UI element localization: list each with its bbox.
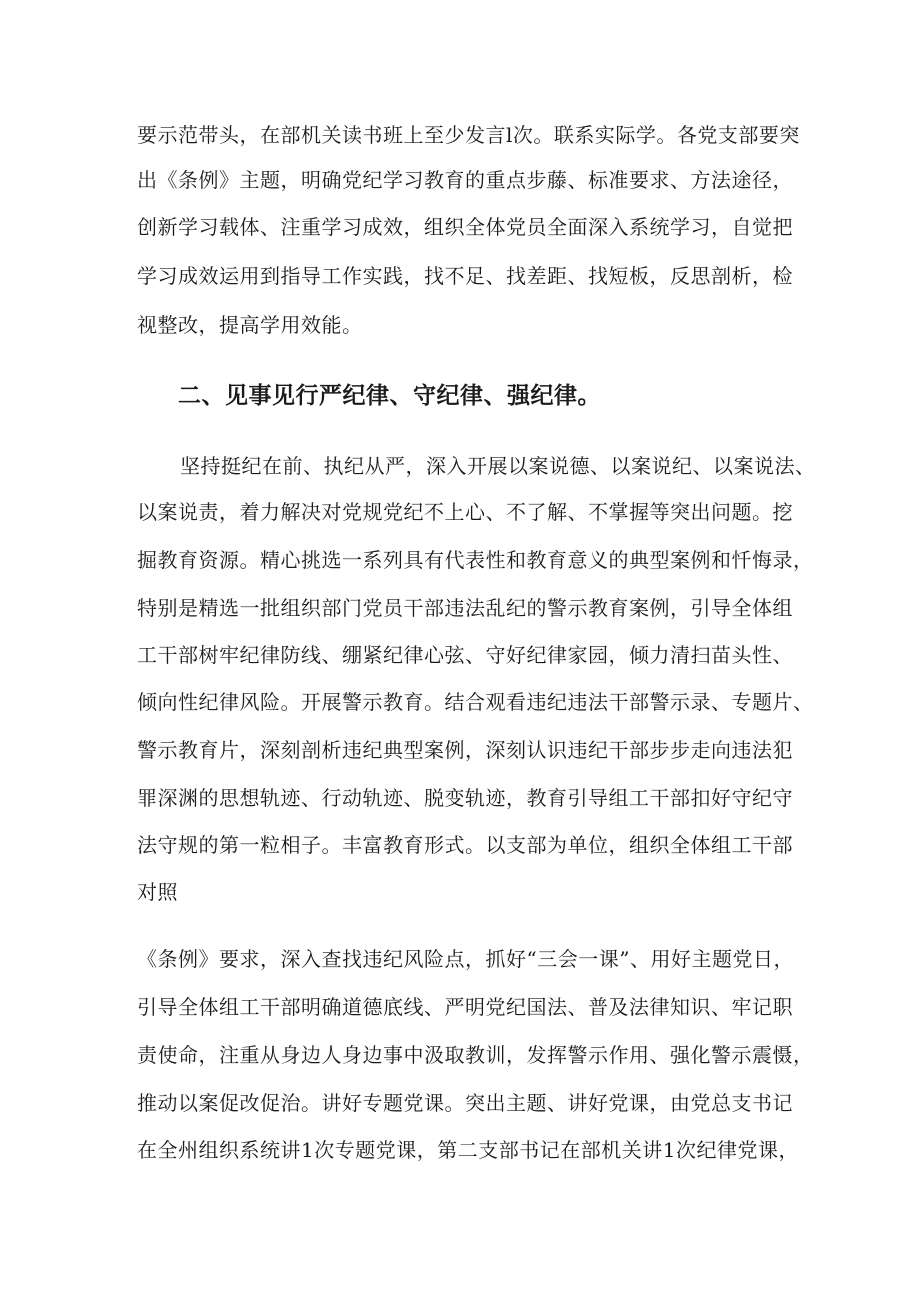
text-line: 坚持挺纪在前、执纪从严，深入开展以案说德、以案说纪、以案说法、 xyxy=(180,454,816,478)
text-line: 以案说责，着力解决对党规党纪不上心、不了解、不掌握等突出问题。挖 xyxy=(137,500,793,524)
text-line: 推动以案促改促治。讲好专题党课。突出主题、讲好党课，由党总支书记 xyxy=(137,1091,793,1115)
section-heading: 二、见事见行严纪律、守纪律、强纪律。 xyxy=(178,383,601,409)
text-line: 视整改，提高学用效能。 xyxy=(137,313,363,337)
text-line: 引导全体组工干部明确道德底线、严明党纪国法、普及法律知识、牢记职 xyxy=(137,995,793,1019)
text-line: 法守规的第一粒相子。丰富教育形式。以支部为单位，组织全体组工干部 xyxy=(137,833,793,857)
text-line: 要示范带头，在部机关读书班上至少发言l次。联系实际学。各党支部要突 xyxy=(137,123,800,147)
text-line: 特别是精选一批组织部门党员干部违法乱纪的警示教育案例，引导全体组 xyxy=(137,596,793,620)
text-line: 出《条例》主题，明确党纪学习教育的重点步藤、标准要求、方法途径， xyxy=(137,168,793,192)
text-line: 创新学习载体、注重学习成效，组织全体党员全面深入系统学习，自觉把 xyxy=(137,215,793,239)
text-line: 对照 xyxy=(137,880,178,904)
text-line: 掘教育资源。精心挑选一系列具有代表性和教育意义的典型案例和忏悔录， xyxy=(137,548,814,572)
text-line: 责使命，注重从身边人身边事中汲取教训，发挥警示作用、强化警示震慑， xyxy=(137,1043,814,1067)
text-line: 倾向性纪律风险。开展警示教育。结合观看违纪违法干部警示录、专题片、 xyxy=(137,690,814,714)
text-line: 学习成效运用到指导工作实践，找不足、找差距、找短板，反思剖析，检 xyxy=(137,264,793,288)
text-line: 工干部树牢纪律防线、绷紧纪律心弦、守好纪律家园，倾力清扫苗头性、 xyxy=(137,643,793,667)
text-line: 罪深渊的思想轨迹、行动轨迹、脱变轨迹，教育引导组工干部扣好守纪守 xyxy=(137,786,793,810)
text-line: 《条例》要求，深入查找违纪风险点，抓好“三会一课”、用好主题党日， xyxy=(137,947,794,971)
text-line: 警示教育片，深刻剖析违纪典型案例，深刻认识违纪干部步步走向违法犯 xyxy=(137,738,793,762)
text-line: 在全州组织系统讲1次专题党课，第二支部书记在部机关讲1次纪律党课， xyxy=(137,1138,799,1162)
